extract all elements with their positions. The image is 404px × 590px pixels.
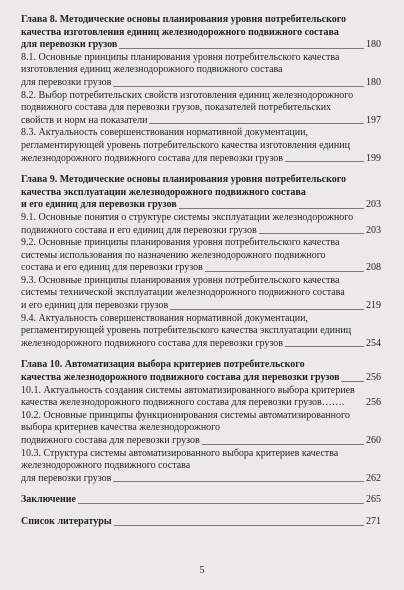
toc-line-text: Глава 8. Методические основы планирования уровня потребительского — [21, 14, 347, 25]
toc-entry — [21, 359, 381, 485]
toc-line — [21, 300, 381, 313]
toc-page-number: 256 — [366, 372, 381, 384]
toc-line-text: и его единиц для перевозки грузов — [21, 300, 169, 312]
toc-line-text: качества железнодорожного подвижного состава для перевозки грузов……. — [21, 397, 345, 409]
toc-heading-line — [21, 359, 381, 372]
toc-line-text: для перевозки грузов — [21, 472, 112, 484]
toc-line-text: для перевозки грузов — [21, 76, 112, 88]
dot-leader — [259, 233, 364, 234]
toc-line — [21, 338, 381, 351]
toc-line — [21, 153, 381, 166]
toc-line — [21, 102, 381, 115]
toc-line-text: свойств и норм на показатели — [21, 114, 148, 126]
toc-line-text: подвижного состава и его единиц для перевозки грузов — [21, 224, 257, 236]
toc-page-number: 203 — [366, 199, 381, 211]
dot-leader — [285, 161, 364, 162]
dot-leader — [285, 346, 364, 347]
toc-line — [21, 410, 381, 423]
dot-leader — [119, 48, 364, 49]
toc-line — [21, 90, 381, 103]
toc-line-text: изготовления единиц железнодорожного подвижного состава — [21, 64, 283, 76]
toc-heading-line — [21, 27, 381, 40]
toc-line-text: регламентирующей уровень потребительского качества изготовления единиц — [21, 139, 350, 151]
toc-line — [21, 325, 381, 338]
toc-line-text: 10.2. Основные принципы функционирования системы автоматизированного — [21, 409, 350, 421]
dot-leader — [114, 525, 364, 526]
toc-line-text: системы использования по назначению железнодорожного подвижного — [21, 249, 326, 261]
toc-line-text: Список литературы — [21, 515, 112, 527]
table-of-contents — [21, 14, 381, 538]
toc-line-text: подвижного состава для перевозки грузов, показателей потребительских — [21, 102, 332, 114]
toc-line — [21, 287, 381, 300]
toc-heading-line — [21, 187, 381, 200]
toc-line — [21, 212, 381, 225]
toc-line — [21, 460, 381, 473]
dot-leader — [149, 123, 364, 124]
dot-leader — [78, 503, 364, 504]
toc-line-text: состава и его единиц для перевозки грузов — [21, 262, 203, 274]
dot-leader — [202, 444, 364, 445]
toc-line-text: 9.1. Основные понятия о структуре системы эксплуатации железнодорожного — [21, 211, 354, 223]
toc-line — [21, 225, 381, 238]
toc-line — [21, 77, 381, 90]
toc-heading-line — [21, 372, 381, 385]
toc-line-text: 8.2. Выбор потребительских свойств изготовления единиц железнодорожного — [21, 89, 354, 101]
toc-line — [21, 237, 381, 250]
toc-line — [21, 448, 381, 461]
toc-page-number: 180 — [366, 39, 381, 51]
toc-heading-line — [21, 494, 381, 507]
toc-line-text: 9.3. Основные принципы планирования уровня потребительского качества — [21, 274, 340, 286]
toc-line-text: качества изготовления единиц железнодорожного подвижного состава — [21, 26, 339, 38]
toc-line — [21, 473, 381, 486]
toc-page-number: 203 — [366, 224, 381, 236]
toc-line-text: и его единиц для перевозки грузов — [21, 199, 177, 211]
toc-heading-line — [21, 199, 381, 212]
toc-page-number: 197 — [366, 114, 381, 126]
toc-page-number: 271 — [366, 515, 381, 527]
toc-line — [21, 250, 381, 263]
toc-line-text: 8.3. Актуальность совершенствования нормативной документации, — [21, 127, 308, 139]
toc-line-text: качества железнодорожного подвижного состава для перевозки грузов — [21, 372, 340, 384]
toc-line — [21, 422, 381, 435]
toc-heading-line — [21, 516, 381, 529]
toc-entry — [21, 14, 381, 165]
toc-page-number: 260 — [366, 435, 381, 446]
toc-heading-line — [21, 39, 381, 52]
toc-line-text: выбора критериев качества железнодорожного — [21, 422, 221, 434]
toc-line — [21, 115, 381, 128]
toc-line-text: 9.4. Актуальность совершенствования нормативной документации, — [21, 312, 308, 324]
toc-page-number: 219 — [366, 300, 381, 312]
toc-line-text: Глава 10. Автоматизация выбора критериев потребительского — [21, 359, 305, 371]
dot-leader — [170, 309, 364, 310]
dot-leader — [113, 481, 364, 482]
toc-line — [21, 397, 381, 410]
toc-line-text: системы технической эксплуатации железнодорожного подвижного состава — [21, 287, 345, 299]
toc-page-number: 254 — [366, 337, 381, 349]
page-number: 5 — [199, 565, 205, 576]
dot-leader — [113, 86, 364, 87]
toc-page-number: 180 — [366, 76, 381, 88]
toc-page-number: 256 — [366, 397, 381, 409]
toc-line-text: Заключение — [21, 494, 76, 506]
toc-line — [21, 313, 381, 326]
toc-line-text: 9.2. Основные принципы планирования уровня потребительского качества — [21, 237, 340, 249]
toc-line-text: железнодорожного подвижного состава для перевозки грузов — [21, 337, 283, 349]
toc-page-number: 262 — [366, 472, 381, 484]
dot-leader — [179, 208, 364, 209]
toc-page-number: 208 — [366, 262, 381, 274]
toc-entry — [21, 494, 381, 507]
toc-line-text: 10.1. Актуальность создания системы автоматизированного выбора критериев — [21, 384, 355, 396]
toc-line — [21, 140, 381, 153]
dot-leader — [205, 271, 364, 272]
toc-heading-line — [21, 174, 381, 187]
toc-line — [21, 127, 381, 140]
toc-heading-line — [21, 14, 381, 27]
toc-line — [21, 52, 381, 65]
toc-line — [21, 275, 381, 288]
toc-entry — [21, 174, 381, 350]
toc-line-text: качества эксплуатации железнодорожного подвижного состава — [21, 186, 306, 198]
toc-line — [21, 385, 381, 398]
toc-line — [21, 262, 381, 275]
toc-page-number: 199 — [366, 152, 381, 164]
toc-line — [21, 435, 381, 448]
toc-line-text: 8.1. Основные принципы планирования уровня потребительского качества — [21, 51, 340, 63]
toc-line-text: регламентирующей уровень потребительского качества эксплуатации единиц — [21, 325, 352, 337]
toc-page-number: 265 — [366, 494, 381, 506]
toc-line-text: Глава 9. Методические основы планирования уровня потребительского — [21, 174, 347, 186]
toc-line-text: для перевозки грузов — [21, 39, 118, 51]
toc-entry — [21, 516, 381, 529]
toc-line-text: железнодорожного подвижного состава для перевозки грузов — [21, 152, 283, 164]
toc-line-text: 10.3. Структура системы автоматизированного выбора критериев качества — [21, 447, 339, 459]
toc-line-text: подвижного состава для перевозки грузов — [21, 435, 200, 446]
toc-line-text: железнодорожного подвижного состава — [21, 460, 191, 472]
toc-line — [21, 64, 381, 77]
dot-leader — [341, 381, 364, 382]
